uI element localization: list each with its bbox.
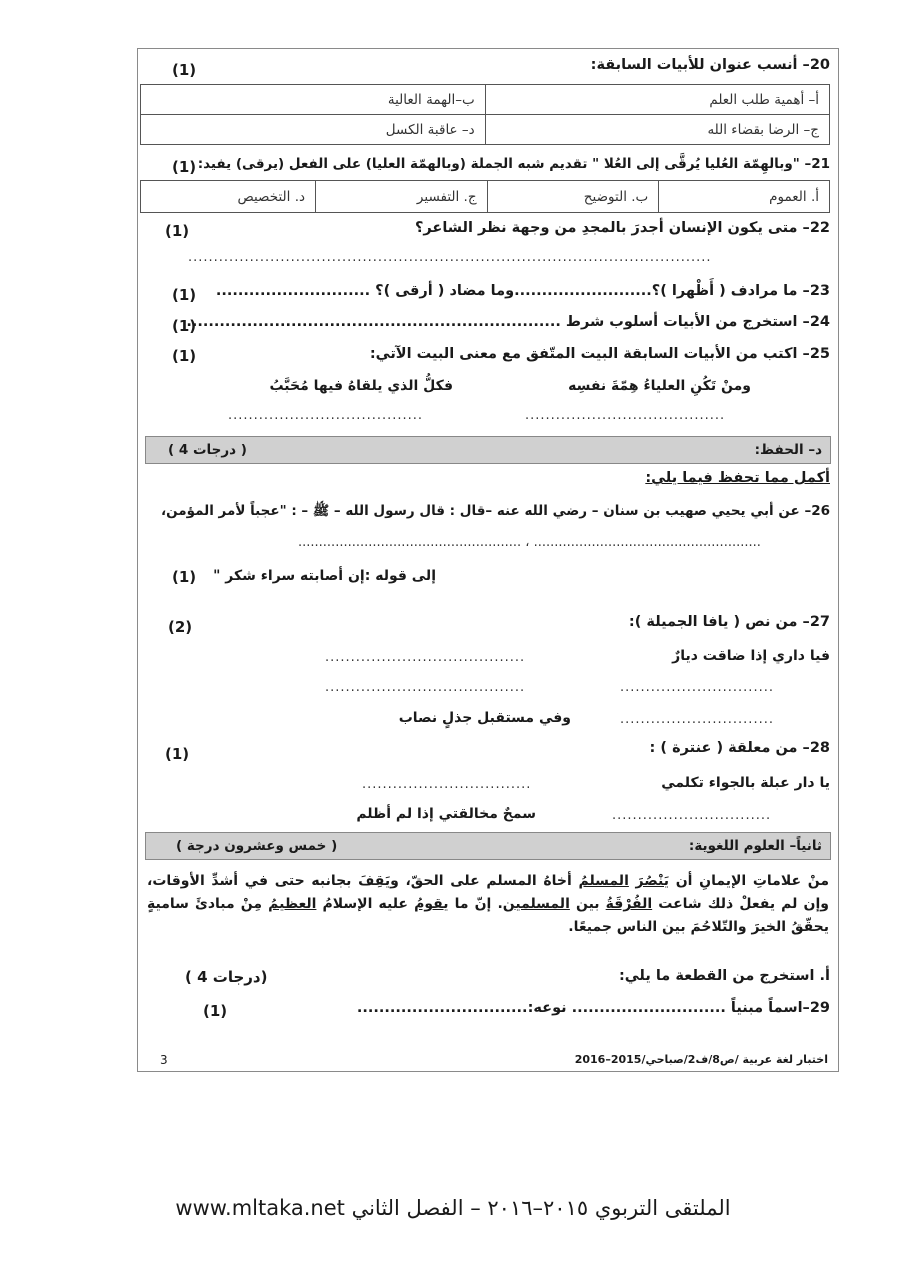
q23-text: 23– ما مرادف ( أَظْهرا )؟.........................وما مضاد ( أرقى )؟ ............................ xyxy=(215,283,830,299)
passage-underlined-word: الفُرْقَةُ xyxy=(605,896,653,912)
passage-underlined-word: المسلمُ xyxy=(578,873,629,889)
q24-mark: (1) xyxy=(172,317,197,335)
q22-text: 22– متى يكون الإنسان أجدرَ بالمجدِ من وجهة نظر الشاعر؟ xyxy=(415,220,830,236)
q25-mark: (1) xyxy=(172,347,197,365)
q28-dots-2: ............................... xyxy=(612,808,772,823)
passage-text: بين xyxy=(569,896,606,912)
section-d-marks: ( 4 درجات ) xyxy=(168,442,247,458)
q20-option-c: ج– الرضا بقضاء الله xyxy=(485,115,829,145)
q21-option-a: أ. العموم xyxy=(659,181,830,213)
q28-verse-line1: يا دار عبلة بالجواء تكلمي xyxy=(661,775,830,791)
section-two-marks: ( خمس وعشرون درجة ) xyxy=(176,838,338,854)
q20-text: 20– أنسب عنوان للأبيات السابقة: xyxy=(590,57,830,73)
q24-text: 24– استخرج من الأبيات أسلوب شرط .................................................................... xyxy=(186,314,830,330)
q26-text: 26– عن أبي يحيي صهيب بن سنان – رضي الله عنه –قال : قال رسول الله – ﷺ – : "عجباً لأمر المؤمن، xyxy=(161,503,830,519)
q27-dots-4: .............................. xyxy=(620,712,774,727)
q22-answer-line: ...................................................................................................... xyxy=(188,250,712,265)
q27-dots-1: ....................................... xyxy=(325,650,526,665)
passage-text: منْ علاماتِ الإيمانِ أن xyxy=(669,873,829,889)
q20-option-b: ب–الهمة العالية xyxy=(141,85,486,115)
q27-text: 27– من نص ( يافا الجميلة ): xyxy=(628,614,830,630)
passage-text: . إنّ ما xyxy=(448,896,503,912)
q26-mark: (1) xyxy=(172,568,197,586)
q20-options xyxy=(140,84,830,145)
q25-answer-line-left: ...................................... xyxy=(228,408,424,423)
section-two-header xyxy=(145,832,831,860)
q28-dots-1: ................................. xyxy=(362,777,532,792)
section-d-header xyxy=(145,436,831,464)
q21-options xyxy=(140,180,830,213)
section-two-title: ثانياً– العلوم اللغوية: xyxy=(688,838,822,854)
q22-mark: (1) xyxy=(165,222,190,240)
passage-underlined-word: يقومُ xyxy=(414,896,449,912)
q27-verse-line1: فيا داري إذا ضاقت ديارٌ xyxy=(672,648,830,664)
section-d-title: د– الحفظ: xyxy=(754,442,822,458)
q21-mark: (1) xyxy=(172,158,197,176)
q21-option-d: د. التخصيص xyxy=(141,181,316,213)
q25-verse-second-half: فكلُّ الذي يلقاهُ فيها مُحَبَّبُ xyxy=(269,378,453,394)
part-a-text: أ. استخرج من القطعة ما يلي: xyxy=(618,968,830,984)
passage-text: أخاهُ المسلم على الحقّ، ويَقِفَ بجانبه حتى في أشدِّ الأوقات، وإن لم يفعلْ ذلك شاعت xyxy=(147,873,829,912)
q28-text: 28– من معلقة ( عنترة ) : xyxy=(649,740,830,756)
q27-verse-line3: وفي مستقبل جذلٍ نصاب xyxy=(398,710,571,726)
q28-mark: (1) xyxy=(165,745,190,763)
q27-dots-2: .............................. xyxy=(620,680,774,695)
exam-footer-line: اختبار لغة عربية /ص8/ف2/صباحي/2015–2016 xyxy=(574,1053,828,1066)
q26-answer-line: ...................................................... ، ....................................................... xyxy=(298,535,761,550)
q25-verse-first-half: ومنْ تَكُنِ العلياءُ هِمّةَ نفسِه xyxy=(568,378,751,394)
passage-underlined-word: يَنْصُرَ xyxy=(635,873,670,889)
passage-text xyxy=(629,873,636,889)
q26-end-text: إلى قوله :إن أصابته سراء شكر " xyxy=(213,568,436,584)
passage-text: عليه الإسلامُ xyxy=(316,896,415,912)
reading-passage xyxy=(147,870,829,939)
site-footer: الملتقى التربوي ٢٠١٥–٢٠١٦ – الفصل الثاني www.mltaka.net xyxy=(175,1196,731,1220)
q25-text: 25– اكتب من الأبيات السابقة البيت المتّفق مع معنى البيت الآتي: xyxy=(369,346,830,362)
q27-mark: (2) xyxy=(168,618,193,636)
q23-mark: (1) xyxy=(172,286,197,304)
page-number: 3 xyxy=(160,1053,168,1067)
q28-verse-line2: سمحٌ مخالقتي إذا لم أظلم xyxy=(356,806,536,822)
complete-heading: أكمل مما تحفظ فيما يلي: xyxy=(645,470,830,486)
passage-underlined-word: العظيمُ xyxy=(268,896,317,912)
q20-option-d: د– عاقبة الكسل xyxy=(141,115,486,145)
q20-mark: (1) xyxy=(172,61,197,79)
passage-text: مِنْ مبادئَ ساميةٍ يحقّقُ الخيرَ والتّلاحُمَ بين الناس جميعًا. xyxy=(147,896,829,935)
q25-answer-line-right: ....................................... xyxy=(525,408,726,423)
passage-underlined-word: المسلمين xyxy=(502,896,570,912)
part-a-marks: ( 4 درجات) xyxy=(185,968,268,986)
q21-option-c: ج. التفسير xyxy=(316,181,488,213)
q29-mark: (1) xyxy=(203,1002,228,1020)
q21-text: 21– "وبالهِمّة العُليا يُرقَّى إلى العُلا " تقديم شبه الجملة (وبالهمّة العليا) على الفعل (يرقى) يفيد: xyxy=(197,156,830,172)
q20-option-a: أ– أهمية طلب العلم xyxy=(485,85,829,115)
q27-dots-3: ....................................... xyxy=(325,680,526,695)
q21-option-b: ب. التوضيح xyxy=(487,181,659,213)
q29-text: 29–اسماً مبنياً ............................ نوعه:............................... xyxy=(356,1000,830,1016)
